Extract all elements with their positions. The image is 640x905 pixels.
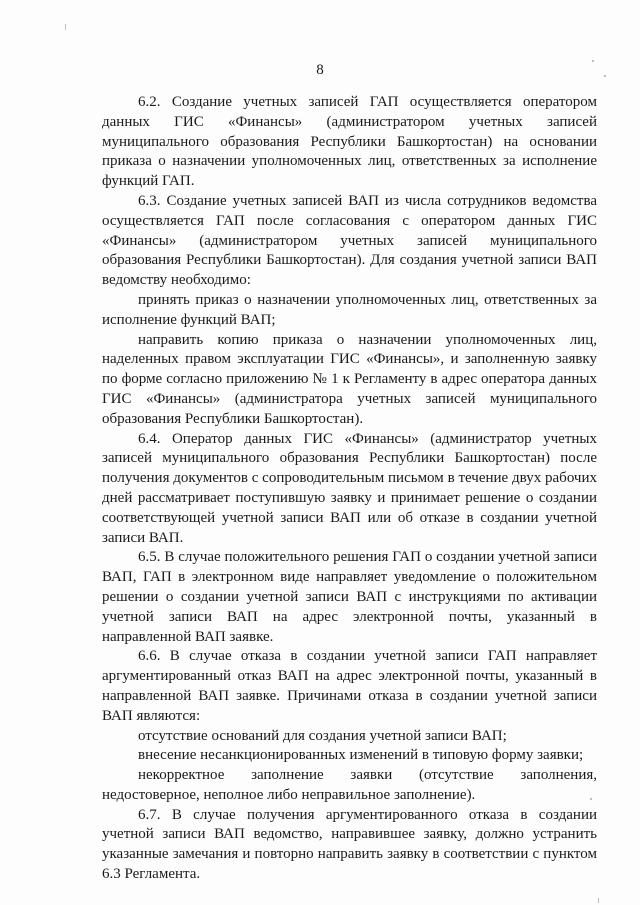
scan-speck (598, 898, 599, 903)
paragraph-6-7: 6.7. В случае получения аргументированного отказа в создании учетной записи ВАП ведомство, направившее заявку, должно устранить указанные замечания и повторно направить заявку в соответствии с пунктом 6.3 Регламента. (102, 806, 597, 883)
document-body (102, 93, 597, 885)
list-item-send-copy: направить копию приказа о назначении уполномоченных лиц, наделенных правом эксплуатации ГИС «Финансы», и заполненную заявку по форме согласно приложению № 1 к Регламенту в адрес оператора данных ГИС «Финансы» (администратора учетных записей муниципального образования Республики Башкортостан). (102, 331, 597, 427)
paragraph-6-4: 6.4. Оператор данных ГИС «Финансы» (администратор учетных записей муниципального образования Республики Башкортостан) после получения документов с сопроводительным письмом в течение двух рабочих дней рассматривает поступившую заявку и принимает решение о создании соответствующей учетной записи ВАП или об отказе в создании учетной записи ВАП. (102, 430, 597, 546)
list-item-incorrect-filling: некорректное заполнение заявки (отсутствие заполнения, недостоверное, неполное либо неправильное заполнение). (102, 767, 597, 803)
paragraph-6-6: 6.6. В случае отказа в создании учетной записи ГАП направляет аргументированный отказ ВАП на адрес электронной почты, указанный в направленной ВАП заявке. Причинами отказа в создании учетной записи ВАП являются: (102, 648, 597, 724)
list-item-order: принять приказ о назначении уполномоченных лиц, ответственных за исполнение функций ВАП; (102, 291, 597, 328)
list-item-no-grounds: отсутствие оснований для создания учетной записи ВАП; (138, 727, 507, 744)
list-item-unauthorized-changes: внесение несанкционированных изменений в типовую форму заявки; (138, 747, 584, 764)
scan-speck (65, 24, 66, 30)
page-number: 8 (316, 62, 324, 78)
paragraph-6-3: 6.3. Создание учетных записей ВАП из числа сотрудников ведомства осуществляется ГАП после согласования с оператором данных ГИС «Финансы» (администратором учетных записей муниципального образования Республики Башкортостан). Для создания учетной записи ВАП ведомству необходимо: (102, 192, 597, 289)
paragraph-6-5: 6.5. В случае положительного решения ГАП о создании учетной записи ВАП, ГАП в электронном виде направляет уведомление о положительном решении о создании учетной записи ВАП с инструкциями по активации учетной записи ВАП на адрес электронной почты, указанный в направленной ВАП заявке. (102, 549, 597, 645)
paragraph-6-2: 6.2. Создание учетных записей ГАП осуществляется оператором данных ГИС «Финансы» (администратором учетных записей муниципального образования Республики Башкортостан) на основании приказа о назначении уполномоченных лиц, ответственных за исполнение функций ГАП. (102, 94, 597, 190)
